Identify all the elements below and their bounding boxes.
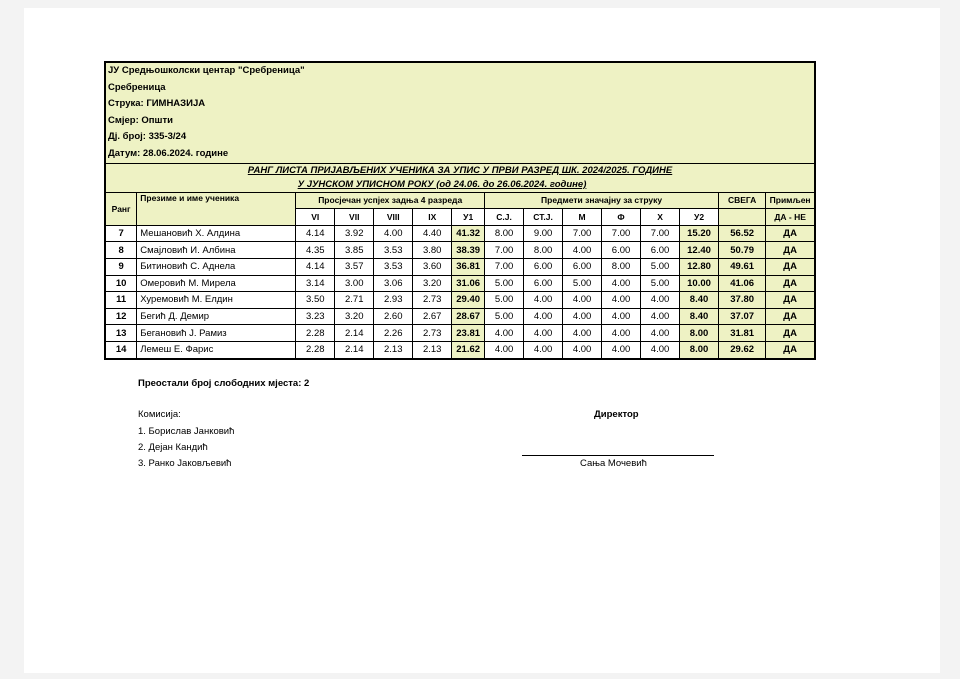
- accepted-cell: ДА: [766, 275, 814, 292]
- u2-cell: 12.40: [680, 242, 719, 259]
- u1-cell: 23.81: [452, 325, 485, 342]
- col-total-empty: [719, 209, 766, 226]
- col-grade: VII: [335, 209, 374, 226]
- subject-cell: 4.00: [485, 325, 524, 342]
- subject-cell: 6.00: [524, 258, 563, 275]
- col-grade: VI: [296, 209, 335, 226]
- name-cell: Битиновић С. Аднела: [137, 258, 296, 275]
- u2-cell: 8.40: [680, 308, 719, 325]
- subject-cell: 4.00: [602, 275, 641, 292]
- col-subject: Ф: [602, 209, 641, 226]
- grade-cell: 3.06: [374, 275, 413, 292]
- field: Струка: ГИМНАЗИЈА: [108, 98, 206, 110]
- director-title: Директор: [594, 409, 639, 420]
- grade-cell: 3.80: [413, 242, 452, 259]
- grade-cell: 3.92: [335, 225, 374, 242]
- total-cell: 41.06: [719, 275, 766, 292]
- commission-member: 2. Дејан Кандић: [138, 442, 208, 453]
- grade-cell: 2.28: [296, 341, 335, 357]
- signature-line: [522, 455, 714, 456]
- subject-cell: 8.00: [524, 242, 563, 259]
- col-grade: IX: [413, 209, 452, 226]
- name-cell: Хуремовић М. Елдин: [137, 292, 296, 309]
- grade-cell: 2.71: [335, 292, 374, 309]
- subject-cell: 9.00: [524, 225, 563, 242]
- subject-cell: 4.00: [524, 325, 563, 342]
- name-cell: Бегановић Ј. Рамиз: [137, 325, 296, 342]
- track: Смјер: Општи: [108, 114, 173, 126]
- subject-cell: 7.00: [641, 225, 680, 242]
- grade-cell: 3.60: [413, 258, 452, 275]
- table-row: [106, 308, 814, 325]
- subject-cell: 4.00: [602, 325, 641, 342]
- total-cell: 29.62: [719, 341, 766, 357]
- u2-cell: 15.20: [680, 225, 719, 242]
- rank-cell: 12: [106, 308, 137, 325]
- rank-cell: 10: [106, 275, 137, 292]
- grade-cell: 4.14: [296, 258, 335, 275]
- subject-cell: 8.00: [485, 225, 524, 242]
- subject-cell: 4.00: [524, 341, 563, 357]
- commission-member: 1. Борислав Јанковић: [138, 426, 235, 437]
- u1-cell: 41.32: [452, 225, 485, 242]
- col-total: СВЕГА: [719, 192, 766, 209]
- name-cell: Бегић Д. Демир: [137, 308, 296, 325]
- director-name: Сања Мочевић: [580, 458, 647, 469]
- grade-cell: 3.14: [296, 275, 335, 292]
- subject-cell: 4.00: [641, 325, 680, 342]
- subject-cell: 7.00: [485, 258, 524, 275]
- subject-cell: 8.00: [602, 258, 641, 275]
- col-accepted: Примљен: [766, 192, 814, 209]
- grade-cell: 4.00: [374, 225, 413, 242]
- u2-cell: 8.00: [680, 325, 719, 342]
- subject-cell: 5.00: [563, 275, 602, 292]
- subject-cell: 7.00: [485, 242, 524, 259]
- grade-cell: 2.26: [374, 325, 413, 342]
- subject-cell: 4.00: [524, 308, 563, 325]
- u2-cell: 8.40: [680, 292, 719, 309]
- name-cell: Лемеш Е. Фарис: [137, 341, 296, 357]
- name-cell: Смајловић И. Албина: [137, 242, 296, 259]
- subject-cell: 4.00: [563, 341, 602, 357]
- u2-cell: 8.00: [680, 341, 719, 357]
- grade-cell: 3.20: [413, 275, 452, 292]
- table-row: [106, 341, 814, 357]
- table-row: [106, 292, 814, 309]
- subject-cell: 4.00: [563, 308, 602, 325]
- u2-cell: 12.80: [680, 258, 719, 275]
- school-name: ЈУ Средњошколски центар "Сребреница": [108, 65, 305, 76]
- city: Сребреница: [108, 81, 166, 93]
- subject-cell: 4.00: [563, 292, 602, 309]
- list-title: [106, 163, 814, 192]
- u1-cell: 21.62: [452, 341, 485, 357]
- subject-cell: 4.00: [563, 325, 602, 342]
- subject-cell: 4.00: [563, 242, 602, 259]
- subject-cell: 6.00: [602, 242, 641, 259]
- subject-cell: 7.00: [602, 225, 641, 242]
- grade-cell: 3.20: [335, 308, 374, 325]
- grade-cell: 2.93: [374, 292, 413, 309]
- grade-cell: 3.53: [374, 242, 413, 259]
- u2-cell: 10.00: [680, 275, 719, 292]
- rank-cell: 14: [106, 341, 137, 357]
- subject-cell: 4.00: [641, 292, 680, 309]
- table-row: [106, 275, 814, 292]
- grade-cell: 2.60: [374, 308, 413, 325]
- rank-cell: 13: [106, 325, 137, 342]
- grade-cell: 3.85: [335, 242, 374, 259]
- total-cell: 31.81: [719, 325, 766, 342]
- rank-cell: 11: [106, 292, 137, 309]
- col-name: Презиме и име ученика: [137, 192, 296, 225]
- commission-title: Комисија:: [138, 409, 181, 420]
- accepted-cell: ДА: [766, 242, 814, 259]
- grade-cell: 2.13: [374, 341, 413, 357]
- accepted-cell: ДА: [766, 225, 814, 242]
- u1-cell: 31.06: [452, 275, 485, 292]
- grade-cell: 2.73: [413, 325, 452, 342]
- subject-cell: 4.00: [602, 292, 641, 309]
- grade-cell: 2.67: [413, 308, 452, 325]
- grade-cell: 2.28: [296, 325, 335, 342]
- subject-cell: 4.00: [524, 292, 563, 309]
- grade-cell: 2.14: [335, 341, 374, 357]
- grade-cell: 3.23: [296, 308, 335, 325]
- table-row: [106, 242, 814, 259]
- subject-cell: 5.00: [641, 258, 680, 275]
- table-row: [106, 325, 814, 342]
- grade-cell: 3.57: [335, 258, 374, 275]
- subject-cell: 5.00: [641, 275, 680, 292]
- title-line-1: РАНГ ЛИСТА ПРИЈАВЉЕНИХ УЧЕНИКА ЗА УПИС У ПРВИ РАЗРЕД ШК. 2024/2025. ГОДИНЕ: [247, 164, 673, 176]
- grade-cell: 3.00: [335, 275, 374, 292]
- col-accepted-sub: ДА - НЕ: [766, 209, 814, 226]
- subject-cell: 6.00: [524, 275, 563, 292]
- grade-cell: 4.14: [296, 225, 335, 242]
- ranking-sheet: [104, 61, 816, 360]
- grade-cell: 3.53: [374, 258, 413, 275]
- u1-cell: 38.39: [452, 242, 485, 259]
- col-subj-group: Предмети значајну за струку: [485, 192, 719, 209]
- subject-cell: 5.00: [485, 308, 524, 325]
- col-avg-group: Просјечан успјех задња 4 разреда: [296, 192, 485, 209]
- u1-cell: 28.67: [452, 308, 485, 325]
- grade-cell: 4.35: [296, 242, 335, 259]
- col-subject: М: [563, 209, 602, 226]
- subject-cell: 5.00: [485, 275, 524, 292]
- remaining-places: Преостали број слободних мјеста: 2: [138, 378, 310, 389]
- total-cell: 37.80: [719, 292, 766, 309]
- rank-cell: 7: [106, 225, 137, 242]
- title-line-2: У ЈУНСКОМ УПИСНОМ РОКУ (од 24.06. до 26.06.2024. године): [297, 178, 587, 190]
- rank-cell: 8: [106, 242, 137, 259]
- subject-cell: 4.00: [641, 308, 680, 325]
- col-grade: VIII: [374, 209, 413, 226]
- total-cell: 37.07: [719, 308, 766, 325]
- accepted-cell: ДА: [766, 258, 814, 275]
- ranking-table: [106, 192, 814, 358]
- accepted-cell: ДА: [766, 341, 814, 357]
- total-cell: 50.79: [719, 242, 766, 259]
- total-cell: 49.61: [719, 258, 766, 275]
- col-subject: Х: [641, 209, 680, 226]
- subject-cell: 6.00: [563, 258, 602, 275]
- subject-cell: 5.00: [485, 292, 524, 309]
- doc-number: Дј. број: 335-3/24: [108, 131, 187, 143]
- commission-member: 3. Ранко Јаковљевић: [138, 458, 232, 469]
- grade-cell: 3.50: [296, 292, 335, 309]
- grade-cell: 4.40: [413, 225, 452, 242]
- col-subject: С.Ј.: [485, 209, 524, 226]
- subject-cell: 7.00: [563, 225, 602, 242]
- name-cell: Мешановић Х. Алдина: [137, 225, 296, 242]
- subject-cell: 4.00: [641, 341, 680, 357]
- header-row-1: [106, 192, 814, 209]
- accepted-cell: ДА: [766, 325, 814, 342]
- u1-cell: 29.40: [452, 292, 485, 309]
- subject-cell: 6.00: [641, 242, 680, 259]
- col-rank: Ранг: [106, 192, 137, 225]
- grade-cell: 2.14: [335, 325, 374, 342]
- col-subject: У2: [680, 209, 719, 226]
- subject-cell: 4.00: [602, 341, 641, 357]
- doc-date: Датум: 28.06.2024. године: [108, 147, 229, 159]
- accepted-cell: ДА: [766, 292, 814, 309]
- table-row: [106, 258, 814, 275]
- subject-cell: 4.00: [602, 308, 641, 325]
- table-row: [106, 225, 814, 242]
- u1-cell: 36.81: [452, 258, 485, 275]
- subject-cell: 4.00: [485, 341, 524, 357]
- rank-cell: 9: [106, 258, 137, 275]
- col-subject: СТ.Ј.: [524, 209, 563, 226]
- col-grade: У1: [452, 209, 485, 226]
- grade-cell: 2.73: [413, 292, 452, 309]
- accepted-cell: ДА: [766, 308, 814, 325]
- total-cell: 56.52: [719, 225, 766, 242]
- grade-cell: 2.13: [413, 341, 452, 357]
- name-cell: Омеровић М. Мирела: [137, 275, 296, 292]
